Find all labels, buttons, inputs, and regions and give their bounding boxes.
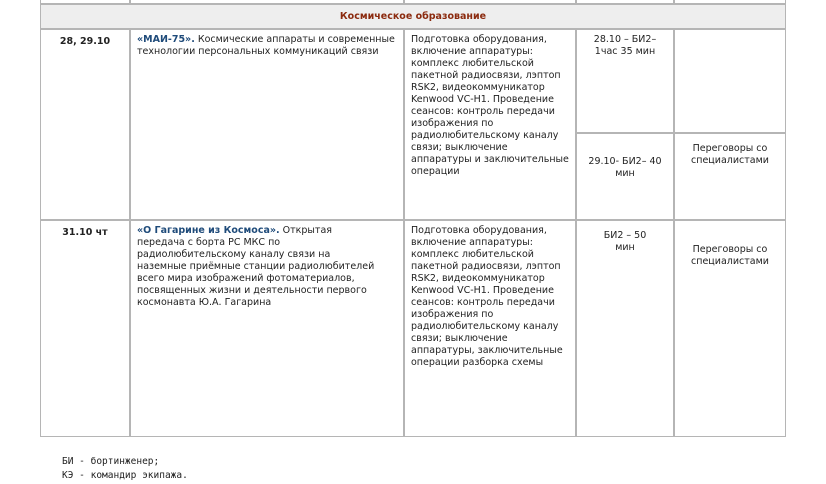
row1-note-a: [674, 29, 786, 133]
row2-procedure: Подготовка оборудования, включение аппаратуры: комплекс любительской пакетной радиосвязи, лэптоп RSK2, видеокоммуникатор Kenwood VC-H1. Проведение сеансов: контроль передачи изображения по радиолюбительскому каналу связи; выключение аппаратуры, заключительные операции разборка схемы: [404, 220, 576, 437]
row1-note-b: Переговоры со специалистами: [674, 133, 786, 220]
row1-procedure: Подготовка оборудования, включение аппаратуры: комплекс любительской пакетной радиосвязи, лэптоп RSK2, видеокоммуникатор Kenwood VC-H1. Проведение сеансов: контроль передачи изображения по радиолюбительскому каналу связи; выключение аппаратуры и заключительные операции: [404, 29, 576, 220]
row1-event-title: «МАИ-75».: [137, 34, 195, 45]
legend-bi: БИ - бортинженер;: [62, 456, 160, 467]
row1-event-description: Космические аппараты и современные технологии персональных коммуникаций связи: [137, 34, 395, 57]
row1-time-b: 29.10- БИ2– 40 мин: [576, 133, 674, 220]
row2-event-description: Открытая передача с борта РС МКС по радиолюбительскому каналу связи на наземные приёмные станции радиолюбителей всего мира изображений фотоматериалов, посвященных жизни и деятельности первого космонавта Ю.А. Гагарина: [137, 225, 375, 308]
row1-time-a: 28.10 – БИ2– 1час 35 мин: [576, 29, 674, 133]
row2-event-title: «О Гагарине из Космоса».: [137, 225, 280, 236]
section-header: Космическое образование: [40, 4, 786, 29]
legend-ke: КЭ - командир экипажа.: [62, 470, 188, 481]
row2-note: Переговоры со специалистами: [674, 220, 786, 437]
row2-time: БИ2 – 50 мин: [576, 220, 674, 437]
row2-event: [130, 220, 404, 437]
row1-date: 28, 29.10: [40, 29, 130, 220]
row2-date: 31.10 чт: [40, 220, 130, 437]
row1-event: [130, 29, 404, 220]
